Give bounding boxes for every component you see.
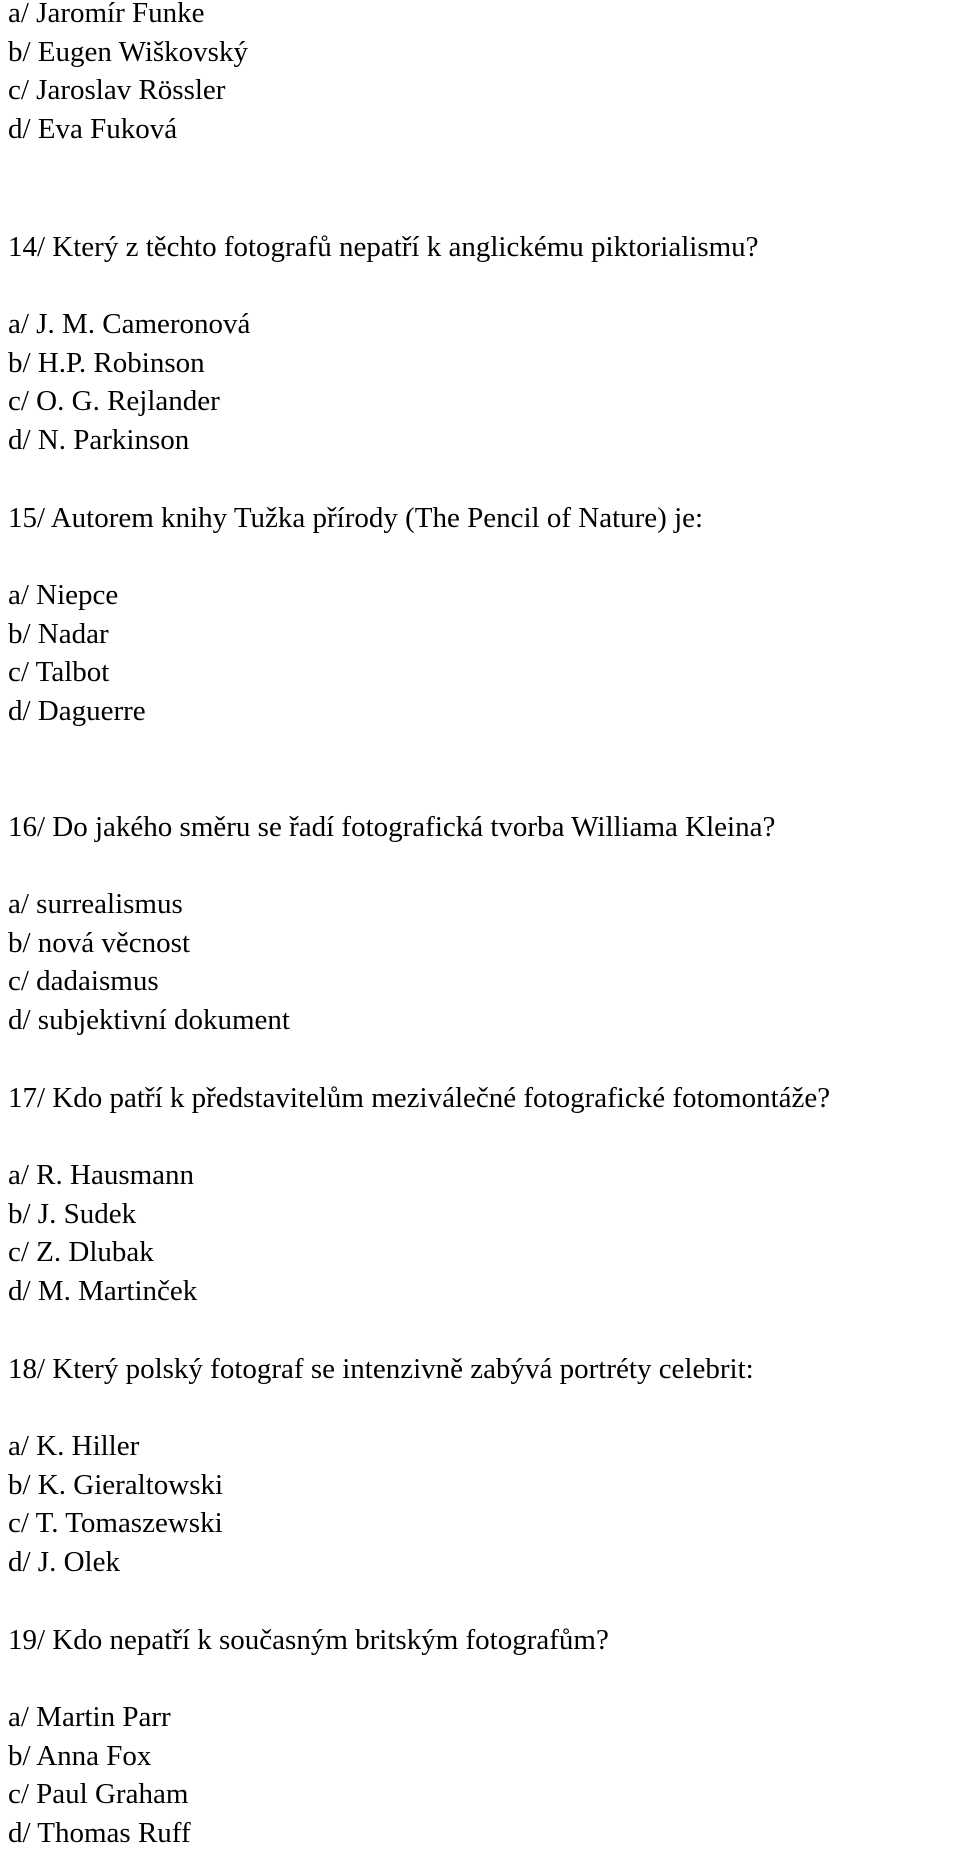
option-18-c: c/ T. Tomaszewski [8,1504,223,1543]
question-16-options [8,885,290,1039]
option-16-c: c/ dadaismus [8,962,290,1001]
option-18-a: a/ K. Hiller [8,1427,223,1466]
question-16-text: 16/ Do jakého směru se řadí fotografická tvorba Williama Kleina? [8,808,775,847]
option-16-b: b/ nová věcnost [8,924,290,963]
option-19-c: c/ Paul Graham [8,1775,191,1814]
option-16-a: a/ surrealismus [8,885,290,924]
option-17-c: c/ Z. Dlubak [8,1233,197,1272]
option-13-c: c/ Jaroslav Rössler [8,71,248,110]
option-16-d: d/ subjektivní dokument [8,1001,290,1040]
option-13-d: d/ Eva Fuková [8,110,248,149]
question-16 [8,808,775,847]
option-19-b: b/ Anna Fox [8,1737,191,1776]
option-14-a: a/ J. M. Cameronová [8,305,250,344]
question-19-options [8,1698,191,1852]
question-14-options [8,305,250,459]
question-15 [8,499,703,538]
option-17-a: a/ R. Hausmann [8,1156,197,1195]
question-17-text: 17/ Kdo patří k představitelům meziválečné fotografické fotomontáže? [8,1079,830,1118]
question-13-options [8,0,248,148]
question-14 [8,228,759,267]
option-13-b: b/ Eugen Wiškovský [8,33,248,72]
option-19-d: d/ Thomas Ruff [8,1814,191,1852]
question-19 [8,1621,609,1660]
option-15-a: a/ Niepce [8,576,146,615]
question-17-options [8,1156,197,1310]
option-18-d: d/ J. Olek [8,1543,223,1582]
option-17-d: d/ M. Martinček [8,1272,197,1311]
option-17-b: b/ J. Sudek [8,1195,197,1234]
option-18-b: b/ K. Gieraltowski [8,1466,223,1505]
question-18-options [8,1427,223,1581]
option-15-b: b/ Nadar [8,615,146,654]
question-17 [8,1079,830,1118]
question-19-text: 19/ Kdo nepatří k současným britským fotografům? [8,1621,609,1660]
option-19-a: a/ Martin Parr [8,1698,191,1737]
question-18 [8,1350,754,1389]
option-15-c: c/ Talbot [8,653,146,692]
option-14-b: b/ H.P. Robinson [8,344,250,383]
option-13-a: a/ Jaromír Funke [8,0,248,33]
question-18-text: 18/ Který polský fotograf se intenzivně zabývá portréty celebrit: [8,1350,754,1389]
question-14-text: 14/ Který z těchto fotografů nepatří k anglickému piktorialismu? [8,228,759,267]
question-15-options [8,576,146,730]
question-15-text: 15/ Autorem knihy Tužka přírody (The Pencil of Nature) je: [8,499,703,538]
option-15-d: d/ Daguerre [8,692,146,731]
option-14-c: c/ O. G. Rejlander [8,382,250,421]
option-14-d: d/ N. Parkinson [8,421,250,460]
